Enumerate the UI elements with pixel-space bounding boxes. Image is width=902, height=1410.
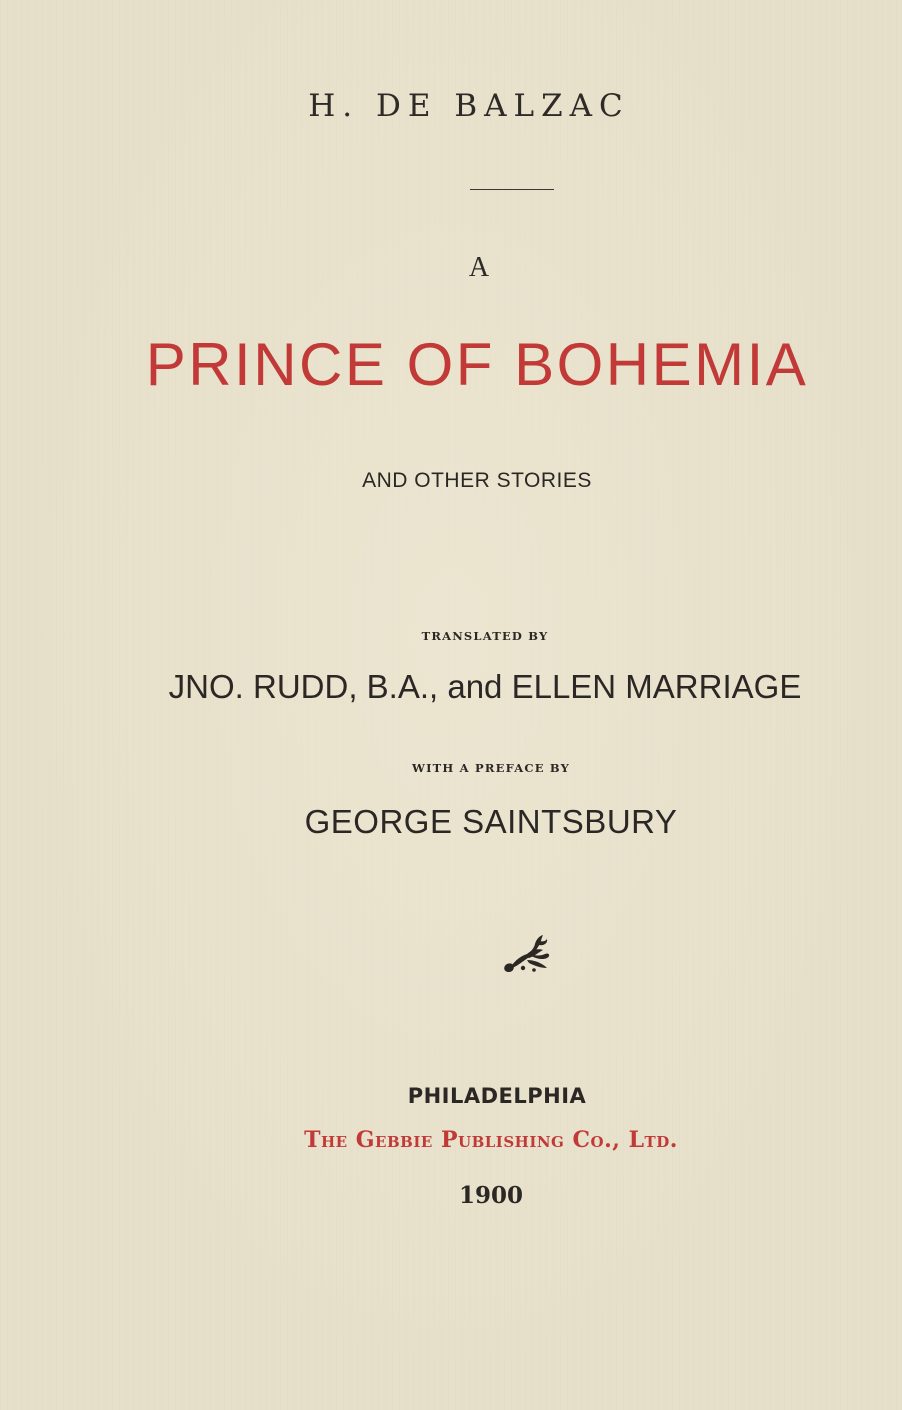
title-rule — [470, 189, 554, 190]
preface-author: GEORGE SAINTSBURY — [304, 803, 678, 840]
book-subtitle: AND OTHER STORIES — [362, 469, 592, 492]
translated-by-label: TRANSLATED BY — [421, 629, 549, 643]
fleuron-icon — [501, 930, 555, 976]
author-name: H. DE BALZAC — [308, 88, 630, 124]
publisher-name: The Gebbie Publishing Co., Ltd. — [304, 1127, 678, 1153]
title-article: A — [468, 252, 490, 283]
publication-year: 1900 — [458, 1182, 523, 1209]
publication-city: PHILADELPHIA — [407, 1084, 587, 1108]
book-title: PRINCE OF BOHEMIA — [145, 331, 809, 398]
translators: JNO. RUDD, B.A., and ELLEN MARRIAGE — [168, 668, 802, 705]
preface-by-label: WITH A PREFACE BY — [411, 761, 571, 775]
